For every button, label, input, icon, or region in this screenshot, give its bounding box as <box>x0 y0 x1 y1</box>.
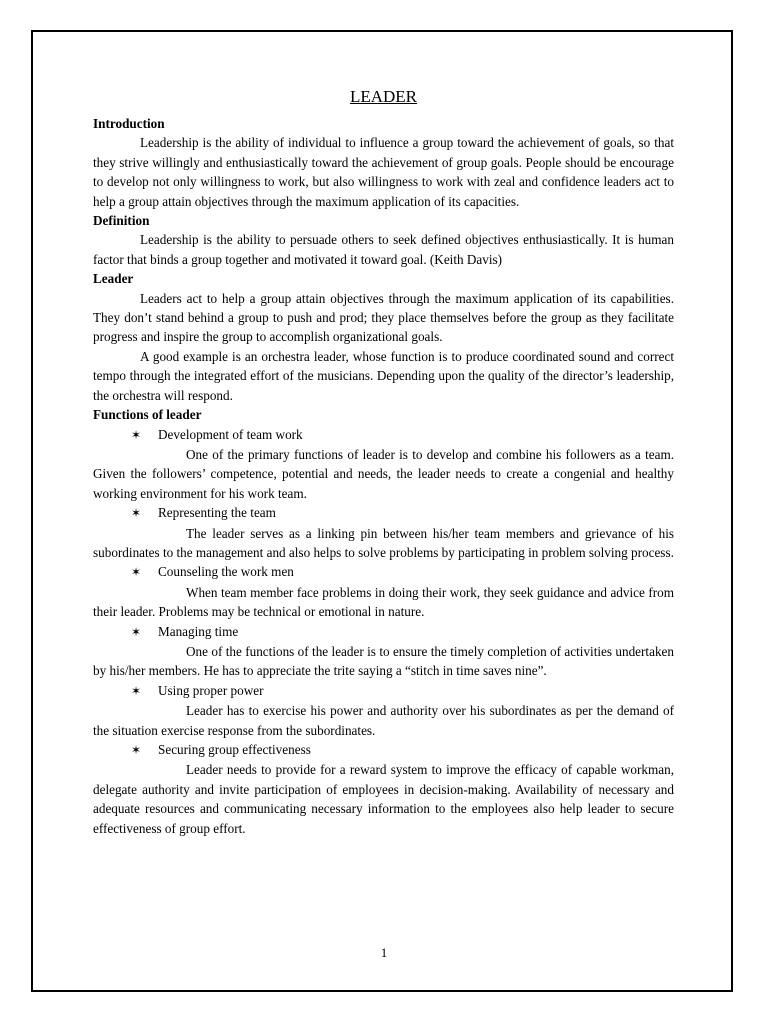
bullet-label: Representing the team <box>158 505 276 521</box>
star-bullet-icon: ✶ <box>131 506 142 521</box>
page-number: 1 <box>380 945 388 960</box>
star-bullet-icon: ✶ <box>131 427 142 442</box>
paragraph: Leader needs to provide for a reward system to improve the efficacy of capable workman, delegate authority and invite participation of employees in decision-making. Availability of necessary and adequate resources and communicating necessary information to the employees also help leader to secure effectiveness of group effort. <box>93 762 674 836</box>
section-heading-introduction: Introduction <box>93 116 165 131</box>
bullet-label: Counseling the work men <box>158 564 294 580</box>
bullet-item <box>93 622 674 642</box>
star-bullet-icon: ✶ <box>131 743 142 757</box>
bullet-item <box>93 740 674 760</box>
section-heading-definition: Definition <box>93 213 150 229</box>
bullet-label: Managing time <box>158 623 239 639</box>
bullet-label: Development of team work <box>158 426 303 442</box>
paragraph: Leadership is the ability to persuade others to seek defined objectives enthusiastically. It is human factor that binds a group together and motivated it toward goal. (Keith Davis) <box>93 232 674 267</box>
bullet-label: Securing group effectiveness <box>158 742 311 757</box>
star-bullet-icon: ✶ <box>131 624 142 639</box>
paragraph: When team member face problems in doing their work, they seek guidance and advice from their leader. Problems may be technical or emotional in nature. <box>93 584 674 620</box>
section-heading-leader: Leader <box>93 271 134 287</box>
paragraph: The leader serves as a linking pin between his/her team members and grievance of his subordinates to the management and also helps to solve problems by participating in problem solving process. <box>93 525 674 560</box>
paragraph: Leadership is the ability of individual to influence a group toward the achievement of goals, so that they strive willingly and enthusiastically toward the achievement of group goals. People should be encourage to develop not only willingness to work, but also willingness to work with zeal and confidence leaders act to help a group attain objectives through the maximum application of its capacities. <box>93 135 674 209</box>
bullet-item <box>93 425 674 445</box>
star-bullet-icon: ✶ <box>131 683 142 698</box>
paragraph: A good example is an orchestra leader, whose function is to produce coordinated sound and correct tempo through the integrated effort of the musicians. Depending upon the quality of the director’s leadership, the orchestra will respond. <box>93 348 674 403</box>
paragraph: Leaders act to help a group attain objectives through the maximum application of its capabilities. They don’t stand behind a group to push and prod; they place themselves before the group as they facilitate progress and inspire the group to accomplish organizational goals. <box>93 290 674 345</box>
star-bullet-icon: ✶ <box>131 565 142 580</box>
bullet-item <box>93 681 674 701</box>
bullet-item <box>93 562 674 582</box>
document-body <box>93 86 674 838</box>
section-heading-functions: Functions of leader <box>93 407 202 423</box>
paragraph: One of the primary functions of leader is to develop and combine his followers as a team. Given the followers’ competence, potential and needs, the leader needs to create a congenial and healthy working environment for his work team. <box>93 446 674 501</box>
document-title: LEADER <box>349 87 418 106</box>
paragraph: Leader has to exercise his power and authority over his subordinates as per the demand of the situation exercise response from the subordinates. <box>93 703 674 738</box>
bullet-label: Using proper power <box>158 682 264 698</box>
paragraph: One of the functions of the leader is to ensure the timely completion of activities undertaken by his/her members. He has to appreciate the trite saying a “stitch in time saves nine”. <box>93 643 674 679</box>
bullet-item <box>93 503 674 523</box>
